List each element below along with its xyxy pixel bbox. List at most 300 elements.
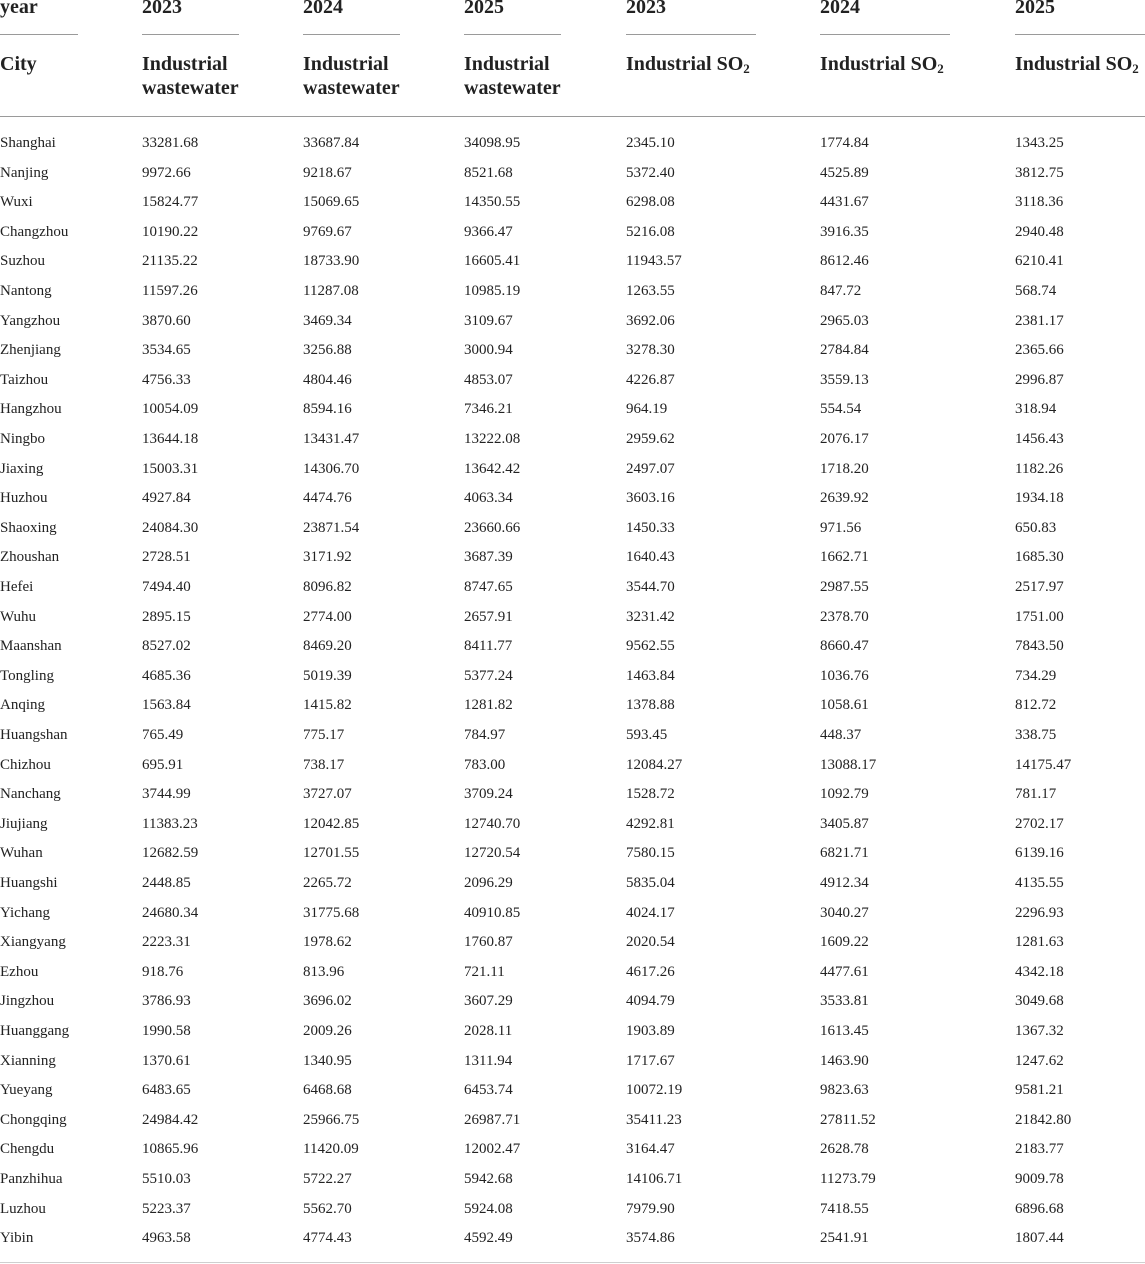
cell-so2-2024: 2076.17 bbox=[820, 431, 869, 447]
cell-so2-2024: 3405.87 bbox=[820, 815, 869, 832]
cell-so2-2023: 10072.19 bbox=[626, 1082, 683, 1099]
cell-wastewater-2024: 4474.76 bbox=[303, 490, 352, 507]
cell-wastewater-2025: 12740.70 bbox=[464, 815, 521, 832]
cell-so2-2024: 4431.67 bbox=[820, 194, 869, 211]
cell-wastewater-2024: 8594.16 bbox=[303, 401, 352, 418]
cell-wastewater-2024: 813.96 bbox=[303, 963, 345, 980]
cell-wastewater-2024: 6468.68 bbox=[303, 1082, 352, 1099]
cell-so2-2024: 847.72 bbox=[820, 283, 862, 299]
cell-city: Chizhou bbox=[0, 756, 51, 773]
cell-so2-2023: 6298.08 bbox=[626, 194, 675, 211]
cell-wastewater-2024: 3469.34 bbox=[303, 312, 352, 329]
cell-city: Luzhou bbox=[0, 1200, 46, 1217]
column-header-wastewater-2023 bbox=[142, 52, 239, 100]
cell-wastewater-2023: 15824.77 bbox=[142, 194, 199, 211]
cell-wastewater-2025: 5942.68 bbox=[464, 1171, 513, 1187]
cell-wastewater-2023: 24680.34 bbox=[142, 904, 199, 921]
cell-so2-2025: 781.17 bbox=[1015, 786, 1057, 803]
cell-city: Ningbo bbox=[0, 431, 45, 447]
cell-city: Yueyang bbox=[0, 1082, 53, 1099]
cell-wastewater-2025: 4592.49 bbox=[464, 1230, 513, 1247]
cell-so2-2025: 2940.48 bbox=[1015, 223, 1064, 240]
cell-wastewater-2025: 1311.94 bbox=[464, 1052, 513, 1069]
cell-so2-2025: 2296.93 bbox=[1015, 904, 1064, 921]
cell-so2-2023: 4024.17 bbox=[626, 904, 675, 921]
cell-so2-2023: 2959.62 bbox=[626, 431, 675, 447]
column-header-row bbox=[0, 52, 1145, 108]
cell-wastewater-2024: 5722.27 bbox=[303, 1171, 352, 1187]
cell-city: Hangzhou bbox=[0, 401, 62, 418]
cell-so2-2023: 3692.06 bbox=[626, 312, 675, 329]
cell-so2-2024: 4912.34 bbox=[820, 875, 869, 891]
cell-so2-2023: 3544.70 bbox=[626, 579, 675, 595]
cell-city: Wuhu bbox=[0, 608, 37, 625]
cell-city: Huzhou bbox=[0, 490, 48, 507]
cell-so2-2023: 1903.89 bbox=[626, 1023, 675, 1039]
cell-so2-2023: 3574.86 bbox=[626, 1230, 675, 1247]
cell-city: Nanchang bbox=[0, 786, 61, 803]
cell-wastewater-2023: 4963.58 bbox=[142, 1230, 191, 1247]
cell-so2-2025: 2517.97 bbox=[1015, 579, 1064, 595]
cell-wastewater-2023: 24984.42 bbox=[142, 1111, 199, 1128]
cell-so2-2024: 7418.55 bbox=[820, 1200, 869, 1217]
cell-wastewater-2025: 12002.47 bbox=[464, 1141, 521, 1158]
cell-wastewater-2025: 3709.24 bbox=[464, 786, 513, 803]
cell-so2-2023: 7979.90 bbox=[626, 1200, 675, 1217]
cell-so2-2024: 2541.91 bbox=[820, 1230, 869, 1247]
cell-so2-2025: 1343.25 bbox=[1015, 135, 1064, 151]
cell-so2-2025: 1751.00 bbox=[1015, 608, 1064, 625]
column-header-main: Industrial SO bbox=[626, 53, 744, 75]
cell-wastewater-2023: 7494.40 bbox=[142, 579, 191, 595]
table-row bbox=[0, 751, 1145, 781]
cell-wastewater-2025: 5924.08 bbox=[464, 1200, 513, 1217]
cell-wastewater-2025: 10985.19 bbox=[464, 283, 521, 299]
cell-wastewater-2025: 12720.54 bbox=[464, 845, 521, 862]
year-label: year bbox=[0, 0, 38, 18]
cell-city: Anqing bbox=[0, 697, 45, 714]
cell-so2-2025: 9581.21 bbox=[1015, 1082, 1064, 1099]
table-row bbox=[0, 928, 1145, 958]
cell-wastewater-2024: 8469.20 bbox=[303, 638, 352, 655]
table-row bbox=[0, 455, 1145, 485]
table-row bbox=[0, 336, 1145, 366]
cell-wastewater-2023: 1990.58 bbox=[142, 1023, 191, 1039]
cell-so2-2025: 6210.41 bbox=[1015, 253, 1064, 270]
cell-wastewater-2023: 5223.37 bbox=[142, 1200, 191, 1217]
cell-wastewater-2023: 2448.85 bbox=[142, 875, 191, 891]
cell-city: Hefei bbox=[0, 579, 34, 595]
cell-so2-2024: 1609.22 bbox=[820, 934, 869, 951]
column-header-line1: Industrial bbox=[464, 53, 550, 75]
cell-so2-2023: 12084.27 bbox=[626, 756, 683, 773]
cell-wastewater-2025: 783.00 bbox=[464, 756, 506, 773]
cell-so2-2023: 1640.43 bbox=[626, 549, 675, 566]
cell-so2-2023: 4617.26 bbox=[626, 963, 675, 980]
table-row bbox=[0, 899, 1145, 929]
cell-city: Shanghai bbox=[0, 135, 56, 151]
cell-wastewater-2023: 4685.36 bbox=[142, 667, 191, 684]
cell-city: Jingzhou bbox=[0, 993, 55, 1010]
table-row bbox=[0, 603, 1145, 633]
cell-so2-2023: 5216.08 bbox=[626, 223, 675, 240]
column-header-so2-2023 bbox=[626, 52, 750, 76]
cell-wastewater-2023: 765.49 bbox=[142, 727, 184, 743]
cell-wastewater-2024: 9769.67 bbox=[303, 223, 352, 240]
city-header: City bbox=[0, 53, 37, 75]
cell-wastewater-2023: 10190.22 bbox=[142, 223, 199, 240]
cell-so2-2024: 13088.17 bbox=[820, 756, 877, 773]
cell-wastewater-2024: 3696.02 bbox=[303, 993, 352, 1010]
cell-so2-2023: 2020.54 bbox=[626, 934, 675, 951]
cell-wastewater-2024: 31775.68 bbox=[303, 904, 360, 921]
column-header-subscript: 2 bbox=[1132, 61, 1139, 76]
bottom-rule bbox=[0, 1262, 1145, 1263]
cell-so2-2024: 3040.27 bbox=[820, 904, 869, 921]
cell-wastewater-2023: 2728.51 bbox=[142, 549, 191, 566]
cell-wastewater-2025: 40910.85 bbox=[464, 904, 521, 921]
cell-wastewater-2024: 4804.46 bbox=[303, 371, 352, 388]
year-rule-7 bbox=[1015, 34, 1145, 35]
column-header-line1: Industrial bbox=[142, 53, 228, 75]
table-row bbox=[0, 958, 1145, 988]
cell-wastewater-2023: 5510.03 bbox=[142, 1171, 191, 1187]
cell-so2-2023: 964.19 bbox=[626, 401, 668, 418]
cell-so2-2025: 1807.44 bbox=[1015, 1230, 1064, 1247]
cell-wastewater-2024: 3727.07 bbox=[303, 786, 352, 803]
cell-wastewater-2025: 26987.71 bbox=[464, 1111, 521, 1128]
cell-wastewater-2025: 14350.55 bbox=[464, 194, 521, 211]
cell-city: Ezhou bbox=[0, 963, 39, 980]
cell-so2-2023: 5372.40 bbox=[626, 164, 675, 181]
cell-so2-2024: 2784.84 bbox=[820, 342, 869, 359]
table-row bbox=[0, 1076, 1145, 1106]
cell-so2-2024: 4477.61 bbox=[820, 963, 869, 980]
cell-wastewater-2024: 2009.26 bbox=[303, 1023, 352, 1039]
cell-so2-2023: 3278.30 bbox=[626, 342, 675, 359]
cell-so2-2025: 14175.47 bbox=[1015, 756, 1072, 773]
year-header-row bbox=[0, 0, 1145, 34]
column-header-line2: wastewater bbox=[303, 77, 400, 99]
cell-so2-2025: 1182.26 bbox=[1015, 460, 1064, 477]
cell-wastewater-2025: 7346.21 bbox=[464, 401, 513, 418]
table-row bbox=[0, 810, 1145, 840]
cell-wastewater-2023: 13644.18 bbox=[142, 431, 199, 447]
cell-wastewater-2025: 4853.07 bbox=[464, 371, 513, 388]
table-row bbox=[0, 484, 1145, 514]
column-header-line2: wastewater bbox=[464, 77, 561, 99]
cell-wastewater-2025: 8521.68 bbox=[464, 164, 513, 181]
cell-so2-2025: 6896.68 bbox=[1015, 1200, 1064, 1217]
cell-wastewater-2025: 8747.65 bbox=[464, 579, 513, 595]
cell-wastewater-2024: 8096.82 bbox=[303, 579, 352, 595]
cell-city: Huangshan bbox=[0, 727, 68, 743]
cell-wastewater-2023: 4927.84 bbox=[142, 490, 191, 507]
year-rule-2 bbox=[142, 34, 239, 35]
column-header-wastewater-2024 bbox=[303, 52, 400, 100]
cell-city: Yichang bbox=[0, 904, 50, 921]
cell-city: Wuhan bbox=[0, 845, 43, 862]
table-row bbox=[0, 277, 1145, 307]
cell-so2-2023: 9562.55 bbox=[626, 638, 675, 655]
column-header-line2: wastewater bbox=[142, 77, 239, 99]
cell-so2-2024: 1774.84 bbox=[820, 135, 869, 151]
cell-city: Nanjing bbox=[0, 164, 49, 181]
cell-so2-2024: 8660.47 bbox=[820, 638, 869, 655]
cell-so2-2023: 11943.57 bbox=[626, 253, 682, 270]
cell-so2-2024: 3559.13 bbox=[820, 371, 869, 388]
cell-city: Panzhihua bbox=[0, 1171, 63, 1187]
cell-so2-2023: 1463.84 bbox=[626, 667, 675, 684]
cell-so2-2025: 4342.18 bbox=[1015, 963, 1064, 980]
cell-city: Shaoxing bbox=[0, 519, 57, 536]
cell-wastewater-2024: 11287.08 bbox=[303, 283, 359, 299]
column-header-so2-2025 bbox=[1015, 52, 1139, 76]
cell-so2-2024: 1036.76 bbox=[820, 667, 869, 684]
cell-city: Wuxi bbox=[0, 194, 33, 211]
cell-wastewater-2023: 9972.66 bbox=[142, 164, 191, 181]
table-row bbox=[0, 721, 1145, 751]
cell-so2-2024: 448.37 bbox=[820, 727, 862, 743]
table-row bbox=[0, 1106, 1145, 1136]
cell-so2-2025: 318.94 bbox=[1015, 401, 1057, 418]
cell-wastewater-2024: 12701.55 bbox=[303, 845, 360, 862]
cell-city: Tongling bbox=[0, 667, 54, 684]
column-header-wastewater-2025 bbox=[464, 52, 561, 100]
year-rule-4 bbox=[464, 34, 561, 35]
cell-wastewater-2025: 721.11 bbox=[464, 963, 505, 980]
cell-wastewater-2023: 695.91 bbox=[142, 756, 184, 773]
cell-wastewater-2025: 2028.11 bbox=[464, 1023, 513, 1039]
cell-so2-2023: 2497.07 bbox=[626, 460, 675, 477]
cell-wastewater-2025: 1760.87 bbox=[464, 934, 513, 951]
year-col-1: 2023 bbox=[142, 0, 182, 18]
cell-city: Nantong bbox=[0, 283, 52, 299]
cell-so2-2023: 14106.71 bbox=[626, 1171, 683, 1187]
cell-wastewater-2024: 18733.90 bbox=[303, 253, 360, 270]
cell-wastewater-2024: 33687.84 bbox=[303, 135, 360, 151]
cell-wastewater-2024: 5562.70 bbox=[303, 1200, 352, 1217]
cell-so2-2024: 2378.70 bbox=[820, 608, 869, 625]
table-row bbox=[0, 1224, 1145, 1254]
cell-so2-2023: 3603.16 bbox=[626, 490, 675, 507]
cell-so2-2025: 1456.43 bbox=[1015, 431, 1064, 447]
cell-so2-2023: 2345.10 bbox=[626, 135, 675, 151]
cell-wastewater-2025: 1281.82 bbox=[464, 697, 513, 714]
cell-so2-2024: 3533.81 bbox=[820, 993, 869, 1010]
table-row bbox=[0, 366, 1145, 396]
column-header-line1: Industrial bbox=[303, 53, 389, 75]
cell-so2-2024: 1662.71 bbox=[820, 549, 869, 566]
table-row bbox=[0, 425, 1145, 455]
table-row bbox=[0, 395, 1145, 425]
cell-wastewater-2023: 11597.26 bbox=[142, 283, 198, 299]
column-header-main: Industrial SO bbox=[1015, 53, 1133, 75]
cell-so2-2025: 812.72 bbox=[1015, 697, 1057, 714]
cell-so2-2024: 3916.35 bbox=[820, 223, 869, 240]
cell-so2-2024: 4525.89 bbox=[820, 164, 869, 181]
table-row bbox=[0, 514, 1145, 544]
table-row bbox=[0, 780, 1145, 810]
cell-so2-2023: 35411.23 bbox=[626, 1111, 682, 1128]
cell-so2-2025: 4135.55 bbox=[1015, 875, 1064, 891]
cell-wastewater-2023: 10054.09 bbox=[142, 401, 199, 418]
cell-so2-2025: 1685.30 bbox=[1015, 549, 1064, 566]
cell-so2-2025: 6139.16 bbox=[1015, 845, 1064, 862]
cell-so2-2023: 1717.67 bbox=[626, 1052, 675, 1069]
cell-so2-2023: 1450.33 bbox=[626, 519, 675, 536]
table-row bbox=[0, 1017, 1145, 1047]
cell-so2-2025: 568.74 bbox=[1015, 283, 1057, 299]
cell-wastewater-2025: 6453.74 bbox=[464, 1082, 513, 1099]
cell-wastewater-2024: 13431.47 bbox=[303, 431, 360, 447]
cell-wastewater-2025: 4063.34 bbox=[464, 490, 513, 507]
table-row bbox=[0, 307, 1145, 337]
table-row bbox=[0, 543, 1145, 573]
cell-wastewater-2024: 738.17 bbox=[303, 756, 345, 773]
cell-city: Suzhou bbox=[0, 253, 45, 270]
table-row bbox=[0, 1195, 1145, 1225]
cell-wastewater-2025: 3607.29 bbox=[464, 993, 513, 1010]
cell-so2-2023: 4292.81 bbox=[626, 815, 675, 832]
cell-so2-2025: 3049.68 bbox=[1015, 993, 1064, 1010]
column-header-so2-2024 bbox=[820, 52, 944, 76]
cell-wastewater-2023: 33281.68 bbox=[142, 135, 199, 151]
cell-so2-2023: 593.45 bbox=[626, 727, 668, 743]
cell-city: Chengdu bbox=[0, 1141, 55, 1158]
cell-wastewater-2023: 4756.33 bbox=[142, 371, 191, 388]
cell-wastewater-2024: 11420.09 bbox=[303, 1141, 359, 1158]
cell-so2-2025: 1934.18 bbox=[1015, 490, 1064, 507]
cell-so2-2024: 11273.79 bbox=[820, 1171, 876, 1187]
year-rule-3 bbox=[303, 34, 400, 35]
cell-wastewater-2024: 2265.72 bbox=[303, 875, 352, 891]
table-row bbox=[0, 218, 1145, 248]
table-row bbox=[0, 869, 1145, 899]
cell-so2-2025: 2381.17 bbox=[1015, 312, 1064, 329]
cell-so2-2025: 2365.66 bbox=[1015, 342, 1064, 359]
cell-wastewater-2025: 3109.67 bbox=[464, 312, 513, 329]
cell-wastewater-2023: 1370.61 bbox=[142, 1052, 191, 1069]
cell-so2-2025: 2996.87 bbox=[1015, 371, 1064, 388]
cell-city: Xiangyang bbox=[0, 934, 66, 951]
cell-so2-2025: 7843.50 bbox=[1015, 638, 1064, 655]
cell-so2-2025: 21842.80 bbox=[1015, 1111, 1072, 1128]
table-row bbox=[0, 839, 1145, 869]
cell-wastewater-2025: 13642.42 bbox=[464, 460, 521, 477]
table-row bbox=[0, 129, 1145, 159]
table-row bbox=[0, 1047, 1145, 1077]
cell-wastewater-2025: 9366.47 bbox=[464, 223, 513, 240]
cell-so2-2024: 1463.90 bbox=[820, 1052, 869, 1069]
cell-city: Zhenjiang bbox=[0, 342, 61, 359]
cell-wastewater-2025: 23660.66 bbox=[464, 519, 521, 536]
cell-city: Yangzhou bbox=[0, 312, 61, 329]
cell-city: Xianning bbox=[0, 1052, 56, 1069]
cell-so2-2024: 2628.78 bbox=[820, 1141, 869, 1158]
cell-wastewater-2024: 3171.92 bbox=[303, 549, 352, 566]
cell-so2-2023: 7580.15 bbox=[626, 845, 675, 862]
cell-so2-2023: 4226.87 bbox=[626, 371, 675, 388]
cell-wastewater-2023: 2223.31 bbox=[142, 934, 191, 951]
table-row bbox=[0, 632, 1145, 662]
cell-so2-2025: 9009.78 bbox=[1015, 1171, 1064, 1187]
cell-wastewater-2024: 1415.82 bbox=[303, 697, 352, 714]
cell-wastewater-2024: 4774.43 bbox=[303, 1230, 352, 1247]
year-rule-5 bbox=[626, 34, 756, 35]
cell-city: Jiaxing bbox=[0, 460, 44, 477]
cell-wastewater-2024: 12042.85 bbox=[303, 815, 360, 832]
cell-wastewater-2024: 9218.67 bbox=[303, 164, 352, 181]
cell-so2-2024: 2987.55 bbox=[820, 579, 869, 595]
cell-city: Jiujiang bbox=[0, 815, 48, 832]
table-row bbox=[0, 662, 1145, 692]
cell-city: Huangshi bbox=[0, 875, 58, 891]
year-col-4: 2023 bbox=[626, 0, 666, 18]
cell-so2-2025: 338.75 bbox=[1015, 727, 1057, 743]
cell-wastewater-2024: 14306.70 bbox=[303, 460, 360, 477]
cell-so2-2025: 2183.77 bbox=[1015, 1141, 1064, 1158]
header-rule bbox=[0, 116, 1145, 117]
cell-city: Chongqing bbox=[0, 1111, 67, 1128]
cell-so2-2023: 5835.04 bbox=[626, 875, 675, 891]
cell-so2-2025: 1281.63 bbox=[1015, 934, 1064, 951]
cell-wastewater-2025: 13222.08 bbox=[464, 431, 521, 447]
column-header-subscript: 2 bbox=[937, 61, 944, 76]
cell-wastewater-2023: 21135.22 bbox=[142, 253, 198, 270]
table-row bbox=[0, 247, 1145, 277]
cell-wastewater-2023: 8527.02 bbox=[142, 638, 191, 655]
column-header-subscript: 2 bbox=[743, 61, 750, 76]
year-rule-1 bbox=[0, 34, 78, 35]
cell-wastewater-2024: 2774.00 bbox=[303, 608, 352, 625]
cell-wastewater-2025: 5377.24 bbox=[464, 667, 513, 684]
table-row bbox=[0, 987, 1145, 1017]
cell-city: Huanggang bbox=[0, 1023, 70, 1039]
cell-so2-2023: 1528.72 bbox=[626, 786, 675, 803]
cell-so2-2025: 650.83 bbox=[1015, 519, 1057, 536]
table-row bbox=[0, 573, 1145, 603]
cell-so2-2023: 4094.79 bbox=[626, 993, 675, 1010]
cell-wastewater-2024: 1340.95 bbox=[303, 1052, 352, 1069]
cell-wastewater-2024: 15069.65 bbox=[303, 194, 360, 211]
cell-wastewater-2025: 3000.94 bbox=[464, 342, 513, 359]
cell-so2-2024: 1613.45 bbox=[820, 1023, 869, 1039]
cell-so2-2025: 734.29 bbox=[1015, 667, 1057, 684]
year-col-5: 2024 bbox=[820, 0, 860, 18]
cell-so2-2025: 3812.75 bbox=[1015, 164, 1064, 181]
cell-so2-2024: 1092.79 bbox=[820, 786, 869, 803]
cell-wastewater-2023: 1563.84 bbox=[142, 697, 191, 714]
cell-so2-2024: 6821.71 bbox=[820, 845, 869, 862]
cell-so2-2024: 554.54 bbox=[820, 401, 862, 418]
cell-so2-2024: 1718.20 bbox=[820, 460, 869, 477]
table-row bbox=[0, 188, 1145, 218]
cell-wastewater-2025: 8411.77 bbox=[464, 638, 513, 655]
cell-so2-2023: 1378.88 bbox=[626, 697, 675, 714]
cell-so2-2024: 1058.61 bbox=[820, 697, 869, 714]
cell-so2-2024: 8612.46 bbox=[820, 253, 869, 270]
cell-wastewater-2023: 12682.59 bbox=[142, 845, 199, 862]
cell-so2-2023: 3164.47 bbox=[626, 1141, 675, 1158]
cell-city: Maanshan bbox=[0, 638, 62, 655]
cell-wastewater-2025: 16605.41 bbox=[464, 253, 521, 270]
cell-so2-2024: 9823.63 bbox=[820, 1082, 869, 1099]
cell-wastewater-2024: 23871.54 bbox=[303, 519, 360, 536]
cell-city: Changzhou bbox=[0, 223, 69, 240]
cell-wastewater-2025: 784.97 bbox=[464, 727, 506, 743]
cell-wastewater-2023: 10865.96 bbox=[142, 1141, 199, 1158]
